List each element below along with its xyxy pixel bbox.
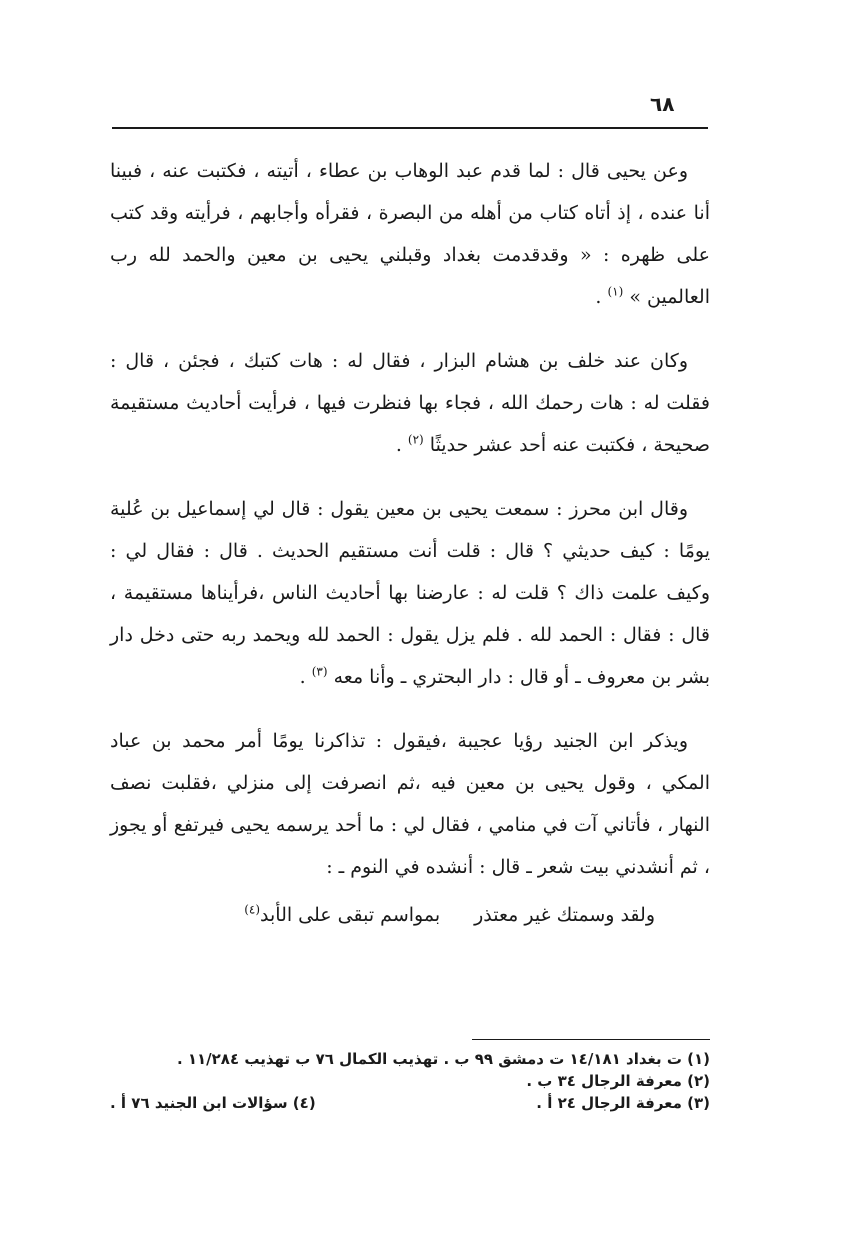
paragraph-text: ويذكر ابن الجنيد رؤيا عجيبة ،فيقول : تذاكرنا يومًا أمر محمد بن عباد المكي ، وقول يحيى بن معين فيه ،ثم انصرفت إلى منزلي ،فقلبت نصف النهار ، فأتاني آت في منامي ، فقال لي : ما أحد يرسمه يحيى فيرتفع أو يجوز ، ثم أنشدني بيت شعر ـ قال : أنشده في النوم ـ : xyxy=(110,730,710,878)
paragraph-end: . xyxy=(299,666,312,688)
footnote-ref: (١) xyxy=(607,284,624,299)
body-text xyxy=(110,150,710,936)
footnote-line: (١) ت بغداد ١٤/١٨١ ت دمشق ٩٩ ب . تهذيب الكمال ٧٦ ب تهذيب ١١/٢٨٤ . xyxy=(176,1050,710,1068)
paragraph-text: وقال ابن محرز : سمعت يحيى بن معين يقول : قال لي إسماعيل بن عُلية يومًا : كيف حديثي ؟ قال : قلت أنت مستقيم الحديث . قال : فقال لي : وكيف علمت ذاك ؟ قلت له : عارضنا بها أحاديث الناس ،فرأيناها مستقيمة ، قال : فقال : الحمد لله . فلم يزل يقول : الحمد لله ويحمد ربه حتى دخل دار بشر بن معروف ـ أو قال : دار البحتري ـ وأنا معه xyxy=(110,498,710,688)
paragraph xyxy=(110,340,710,466)
paragraph xyxy=(110,488,710,698)
paragraph-end: . xyxy=(595,286,608,308)
paragraph xyxy=(110,150,710,318)
footnote-ref: (٣) xyxy=(311,664,328,679)
header-rule xyxy=(112,127,708,129)
verse-line xyxy=(110,894,710,936)
paragraph xyxy=(110,720,710,888)
footnotes xyxy=(110,1048,710,1114)
verse-second-half: بمواسم تبقى على الأبد xyxy=(260,904,441,926)
verse-first-half: ولقد وسمتك غير معتذر xyxy=(474,904,655,926)
footnote-rule xyxy=(472,1039,710,1040)
paragraph-text: وعن يحيى قال : لما قدم عبد الوهاب بن عطاء ، أتيته ، فكتبت عنه ، فبينا أنا عنده ، إذ أتاه كتاب من أهله من البصرة ، فقرأه وأجابهم ، فرأيته وقد كتب على ظهره : « وقدقدمت بغداد وقبلني يحيى بن معين والحمد لله رب العالمين » xyxy=(110,160,710,308)
footnote-4: (٤) سؤالات ابن الجنيد ٧٦ أ . xyxy=(110,1094,316,1112)
paragraph-end: . xyxy=(395,434,408,456)
footnote-ref: (٤) xyxy=(244,902,261,917)
footnote-ref: (٢) xyxy=(407,432,424,447)
paragraph-text: وكان عند خلف بن هشام البزار ، فقال له : هات كتبك ، فجئن ، قال : فقلت له : هات رحمك الله ، فجاء بها فنظرت فيها ، فرأيت أحاديث مستقيمة صحيحة ، فكتبت عنه أحد عشر حديثًا xyxy=(110,350,710,456)
footnote-line xyxy=(110,1092,710,1114)
footnote-3: (٣) معرفة الرجال ٢٤ أ . xyxy=(536,1094,710,1112)
page-number: ٦٨ xyxy=(650,92,675,116)
footnote-line: (٢) معرفة الرجال ٣٤ ب . xyxy=(526,1072,710,1090)
